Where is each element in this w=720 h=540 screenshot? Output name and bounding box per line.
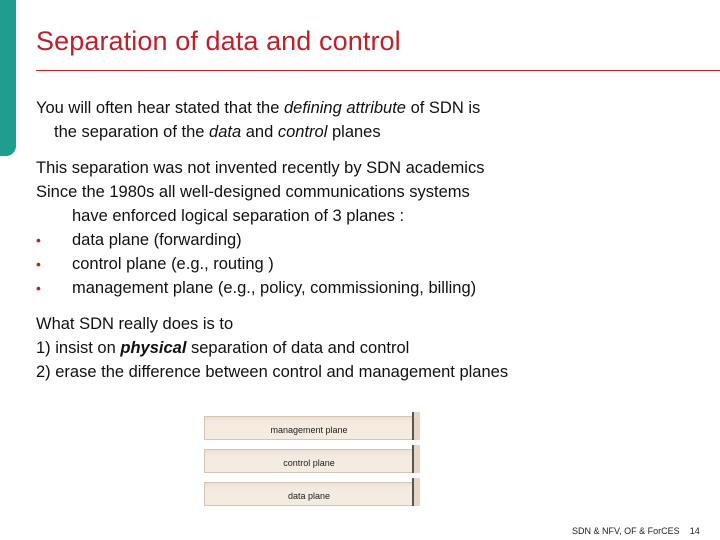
title-underline xyxy=(36,70,720,71)
data-plane-box xyxy=(204,478,420,506)
emphasis-defining-attribute: defining attribute xyxy=(283,99,406,117)
bullet-text: data plane (forwarding) xyxy=(72,231,242,249)
para2-line1: This separation was not invented recently by SDN academics xyxy=(36,159,485,177)
paragraph-history xyxy=(36,156,484,300)
para1-line2 xyxy=(36,120,480,144)
slide-footer xyxy=(572,526,700,536)
emphasis-physical: physical xyxy=(120,339,187,357)
page-number: 14 xyxy=(689,526,700,536)
bullet-icon: • xyxy=(36,232,41,248)
bullet-item xyxy=(36,252,484,276)
para3-line1: What SDN really does is to xyxy=(36,315,234,333)
bullet-text: control plane (e.g., routing ) xyxy=(72,255,274,273)
emphasis-control: control xyxy=(277,123,328,141)
para2-line3: have enforced logical separation of 3 planes : xyxy=(72,207,405,225)
para2-line2: Since the 1980s all well-designed communications systems xyxy=(36,183,470,201)
paragraph-what-sdn-does xyxy=(36,312,508,384)
plane-label: data plane xyxy=(287,491,331,501)
bullet-item xyxy=(36,276,484,300)
management-plane-box xyxy=(204,412,420,440)
text-segment: 1) insist on xyxy=(36,339,121,357)
planes-diagram xyxy=(204,412,420,511)
control-plane-box xyxy=(204,445,420,473)
text-segment: of SDN is xyxy=(406,99,481,117)
para3-line2 xyxy=(36,336,508,360)
emphasis-data: data xyxy=(209,123,242,141)
bullet-icon: • xyxy=(36,256,41,272)
slide-title: Separation of data and control xyxy=(36,26,401,56)
plane-label: management plane xyxy=(270,425,348,435)
accent-bar xyxy=(0,0,16,156)
bullet-icon: • xyxy=(36,280,41,296)
bullet-item xyxy=(36,228,484,252)
text-segment: separation of data and control xyxy=(186,339,410,357)
footer-text: SDN & NFV, OF & ForCES xyxy=(572,526,680,536)
paragraph-defining-attribute xyxy=(36,96,480,144)
para1-line1 xyxy=(36,96,480,120)
text-segment: and xyxy=(241,123,278,141)
text-segment: the separation of the xyxy=(54,123,210,141)
plane-label: control plane xyxy=(283,458,335,468)
text-segment: You will often hear stated that the xyxy=(36,99,284,117)
para3-line3: 2) erase the difference between control and management planes xyxy=(36,363,509,381)
bullet-text: management plane (e.g., policy, commissioning, billing) xyxy=(72,279,477,297)
text-segment: planes xyxy=(327,123,381,141)
